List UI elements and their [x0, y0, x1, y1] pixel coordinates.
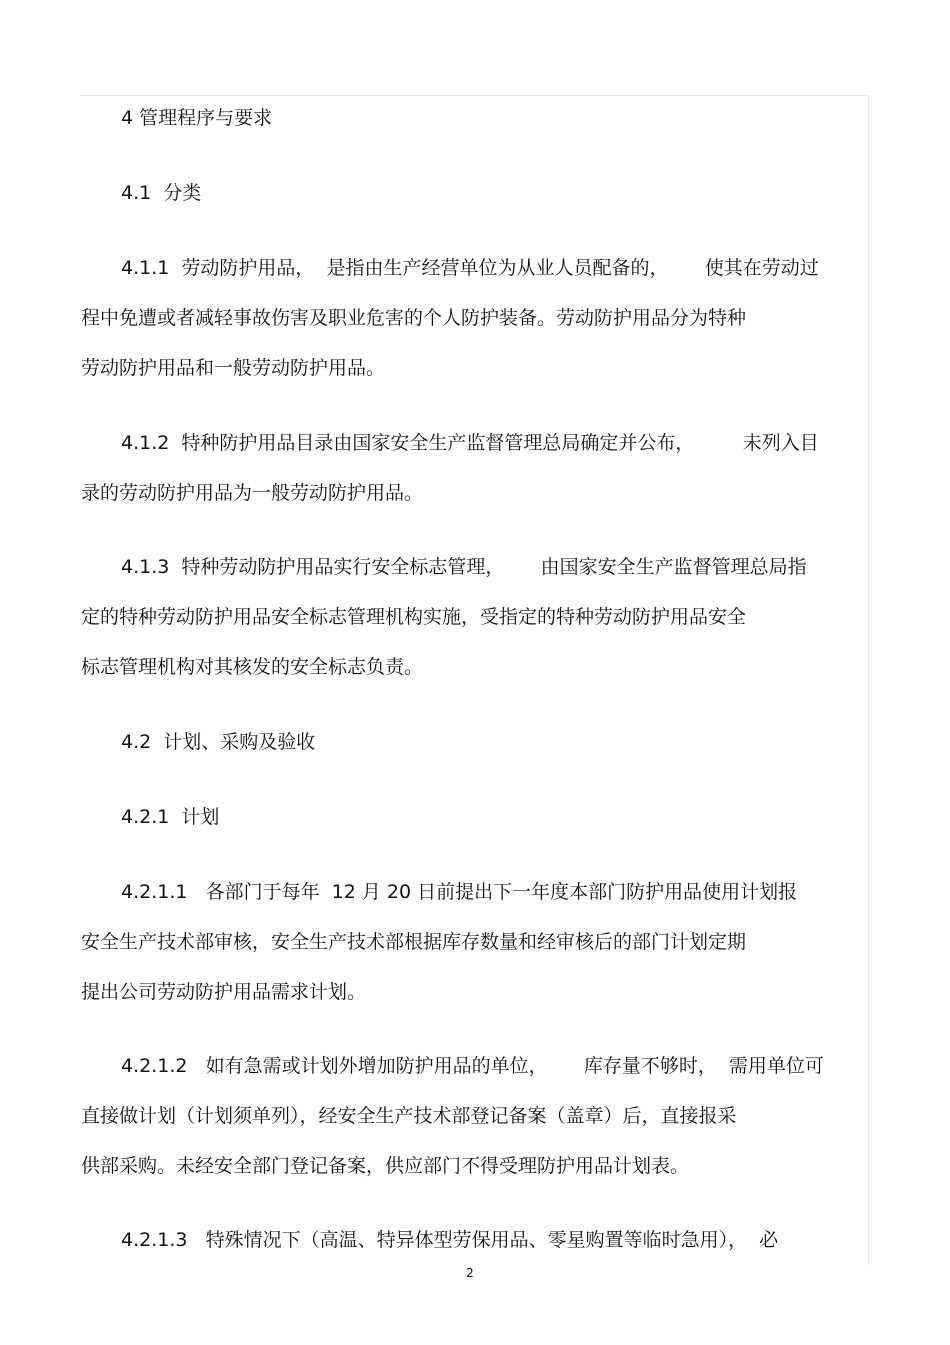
paragraph-4-1-1-line-1: 4.1.1 劳动防护用品， 是指由生产经营单位为从业人员配备的， 使其在劳动过 — [121, 257, 819, 279]
paragraph-4-1-3-line-1: 4.1.3 特种劳动防护用品实行安全标志管理， 由国家安全生产监督管理总局指 — [121, 556, 807, 578]
paragraph-4-1-3-line-2: 定的特种劳动防护用品安全标志管理机构实施，受指定的特种劳动防护用品安全 — [81, 606, 747, 628]
section-heading-4-2-1: 4.2.1 计划 — [121, 806, 220, 828]
paragraph-4-2-1-2-line-3: 供部采购。未经安全部门登记备案，供应部门不得受理防护用品计划表。 — [81, 1155, 690, 1177]
paragraph-4-1-1-line-2: 程中免遭或者减轻事故伤害及职业危害的个人防护装备。劳动防护用品分为特种 — [81, 307, 747, 329]
paragraph-4-1-1-line-3: 劳动防护用品和一般劳动防护用品。 — [81, 357, 386, 379]
paragraph-4-2-1-3-line-1: 4.2.1.3 特殊情况下（高温、特异体型劳保用品、零星购置等临时急用）， 必 — [121, 1229, 779, 1251]
paragraph-4-2-1-2-line-2: 直接做计划（计划须单列），经安全生产技术部登记备案（盖章）后，直接报采 — [81, 1105, 737, 1127]
section-heading-4-1: 4.1 分类 — [121, 182, 202, 204]
paragraph-4-2-1-1-line-3: 提出公司劳动防护用品需求计划。 — [81, 981, 367, 1003]
page-number: 2 — [466, 1266, 474, 1280]
section-heading-4: 4 管理程序与要求 — [121, 107, 273, 129]
paragraph-4-1-3-line-3: 标志管理机构对其核发的安全标志负责。 — [81, 656, 424, 678]
paragraph-4-2-1-2-line-1: 4.2.1.2 如有急需或计划外增加防护用品的单位， 库存量不够时， 需用单位可 — [121, 1055, 824, 1077]
paragraph-4-2-1-1-line-1: 4.2.1.1 各部门于每年 12 月 20 日前提出下一年度本部门防护用品使用计划报 — [121, 881, 798, 903]
paragraph-4-1-2-line-2: 录的劳动防护用品为一般劳动防护用品。 — [81, 482, 424, 504]
paragraph-4-2-1-1-line-2: 安全生产技术部审核，安全生产技术部根据库存数量和经审核后的部门计划定期 — [81, 931, 747, 953]
paragraph-4-1-2-line-1: 4.1.2 特种防护用品目录由国家安全生产监督管理总局确定并公布， 未列入目 — [121, 432, 819, 454]
section-heading-4-2: 4.2 计划、采购及验收 — [121, 731, 316, 753]
page-frame-top-border — [80, 95, 869, 96]
page-frame-right-border — [868, 95, 869, 1265]
